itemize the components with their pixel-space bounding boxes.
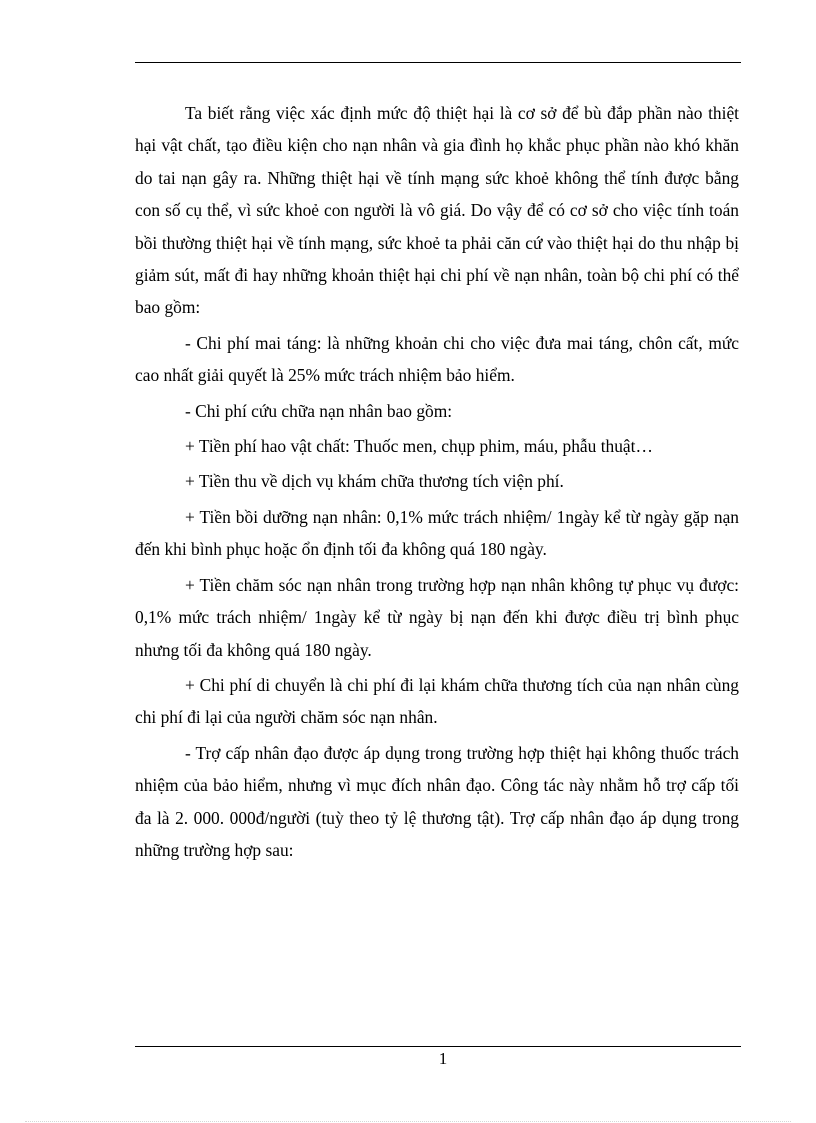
page-edge-divider [25,1121,791,1122]
paragraph-humanitarian-aid: - Trợ cấp nhân đạo được áp dụng trong trường hợp thiệt hại không thuốc trách nhiệm của bảo hiểm, nhưng vì mục đích nhân đạo. Công tác này nhằm hỗ trợ cấp tối đa là 2. 000. 000đ/người (tuỳ theo tỷ lệ thương tật). Trợ cấp nhân đạo áp dụng trong những trường hợp sau: [135,742,739,860]
paragraph-treatment-cost: - Chi phí cứu chữa nạn nhân bao gồm: [185,400,453,421]
paragraph-material-cost: + Tiền phí hao vật chất: Thuốc men, chụp phim, máu, phẫu thuật… [185,436,653,457]
footer-rule [135,1046,741,1047]
paragraph-intro: Ta biết rằng việc xác định mức độ thiệt hại là cơ sở để bù đắp phần nào thiệt hại vật chất, tạo điều kiện cho nạn nhân và gia đình họ khắc phục phần nào khó khăn do tai nạn gây ra. Những thiệt hại về tính mạng sức khoẻ không thể tính được bằng con số cụ thể, vì sức khoẻ con người là vô giá. Do vậy để có cơ sở cho việc tính toán bồi thường thiệt hại về tính mạng, sức khoẻ ta phải căn cứ vào thiệt hại do thu nhập bị giảm sút, mất đi hay những khoản thiệt hại chi phí về nạn nhân, toàn bộ chi phí có thể bao gồm: [135,103,739,318]
paragraph-nutrition-allowance: + Tiền bồi dưỡng nạn nhân: 0,1% mức trách nhiệm/ 1ngày kể từ ngày gặp nạn đến khi bình phục hoặc ổn định tối đa không quá 180 ngày. [135,506,739,560]
paragraph-service-fee: + Tiền thu về dịch vụ khám chữa thương tích viện phí. [185,471,564,492]
header-rule [135,62,741,63]
paragraph-care-allowance: + Tiền chăm sóc nạn nhân trong trường hợp nạn nhân không tự phục vụ được: 0,1% mức trách nhiệm/ 1ngày kể từ ngày bị nạn đến khi được điều trị bình phục nhưng tối đa không quá 180 ngày. [135,574,739,660]
document-body [135,97,739,869]
paragraph-funeral-cost: - Chi phí mai táng: là những khoản chi cho việc đưa mai táng, chôn cất, mức cao nhất giải quyết là 25% mức trách nhiệm bảo hiểm. [135,332,739,386]
paragraph-travel-cost: + Chi phí di chuyển là chi phí đi lại khám chữa thương tích của nạn nhân cùng chi phí đi lại của người chăm sóc nạn nhân. [135,674,739,728]
page-number: 1 [438,1049,448,1068]
